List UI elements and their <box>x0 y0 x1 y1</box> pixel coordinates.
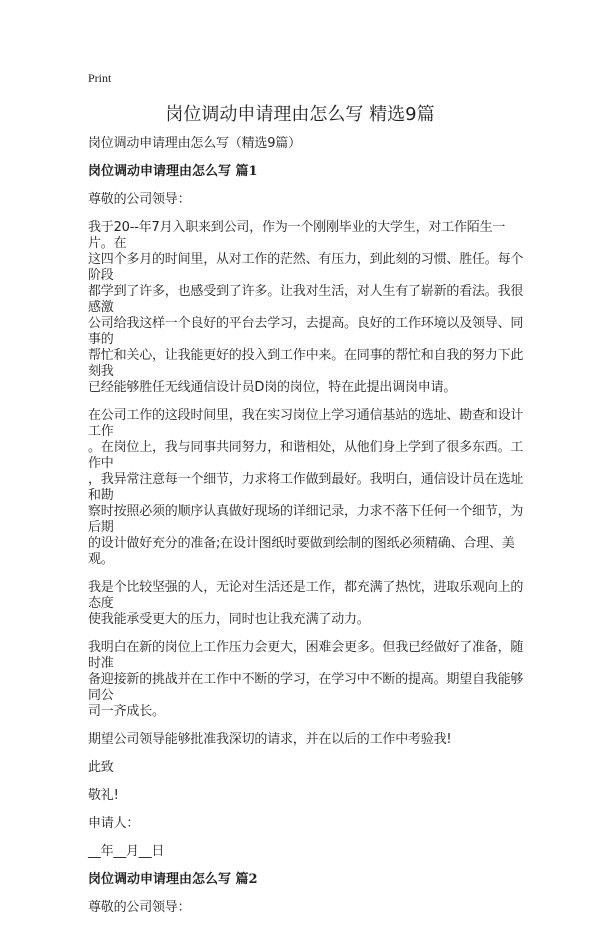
document-page <box>88 70 528 928</box>
greeting: 尊敬的公司领导： <box>88 900 191 915</box>
paragraph: 我是个比较坚强的人，无论对生活还是工作，都充满了热忱，进取乐观向上的态度 使我能承受更大的压力，同时也让我充满了动力。 <box>88 580 524 627</box>
paragraph: 在公司工作的这段时间里，我在实习岗位上学习通信基站的选址、勘查和设计工作 。在岗位上，我与同事共同努力，和谐相处，从他们身上学到了很多东西。工作中 ，我异常注意每一个细节，力求将工作做到最好。我明白，通信设计员在选址和勘 察时按照必须的顺序认真做好现场的详细记录，力求不落下任何一个细节，为后期 的设计做好充分的准备;在设计图纸时要做到绘制的图纸必须精确、合理、美观。 <box>88 408 524 567</box>
greeting: 尊敬的公司领导： <box>88 192 191 207</box>
print-link[interactable]: Print <box>88 71 112 85</box>
page-title: 岗位调动申请理由怎么写 精选9篇 <box>165 104 435 125</box>
section-heading-1: 岗位调动申请理由怎么写 篇1 <box>88 164 258 179</box>
subtitle: 岗位调动申请理由怎么写（精选9篇） <box>88 136 301 151</box>
closing-line: 此致 <box>88 760 114 775</box>
salutation: 敬礼! <box>88 788 119 803</box>
paragraph: 期望公司领导能够批准我深切的请求，并在以后的工作中考验我! <box>88 732 452 747</box>
paragraph: 我于20--年7月入职来到公司，作为一个刚刚毕业的大学生，对工作陌生一片。在 这四个多月的时间里，从对工作的茫然、有压力，到此刻的习惯、胜任。每个阶段 都学到了许多，也感受到了许多。让我对生活，对人生有了崭新的看法。我很感激 公司给我这样一个良好的平台去学习，去提高。良好的工作环境以及领导、同事的 帮忙和关心，让我能更好的投入到工作中来。在同事的帮忙和自我的努力下此刻我 已经能够胜任无线通信设计员D岗的岗位，特在此提出调岗申请。 <box>88 220 524 395</box>
section-heading-2: 岗位调动申请理由怎么写 篇2 <box>88 872 258 887</box>
date-line: __年__月__日 <box>88 844 165 859</box>
applicant-label: 申请人： <box>88 816 140 831</box>
paragraph: 我明白在新的岗位上工作压力会更大，困难会更多。但我已经做好了准备，随时准 备迎接新的挑战并在工作中不断的学习，在学习中不断的提高。期望自我能够同公 司一齐成长。 <box>88 640 524 719</box>
